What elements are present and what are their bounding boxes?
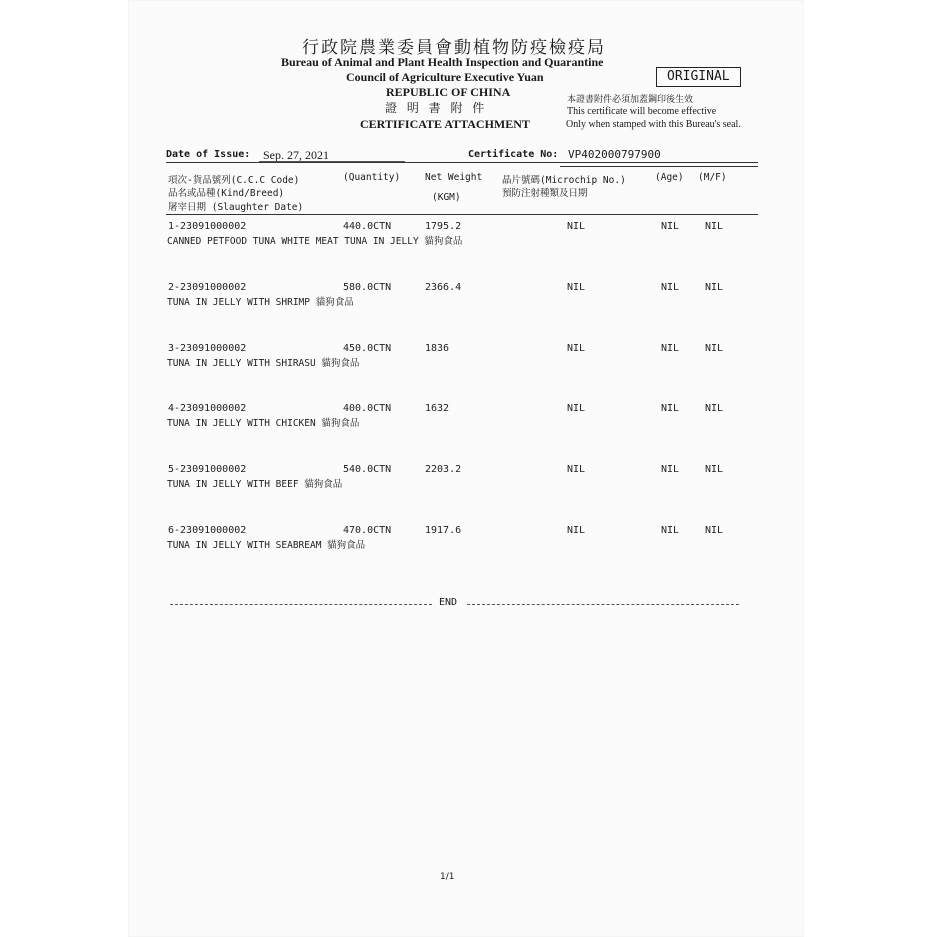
item-code: 3-23091000002 (168, 343, 247, 354)
certificate-no-value: VP402000797900 (568, 148, 661, 161)
date-of-issue-label: Date of Issue: (166, 149, 251, 160)
item-mf: NIL (705, 464, 724, 475)
item-description: TUNA IN JELLY WITH SHIRASU 貓狗食品 (167, 358, 360, 369)
column-header-item-line2: 品名或品種(Kind/Breed) (168, 188, 285, 199)
item-age: NIL (661, 343, 680, 354)
header-rule-top (166, 162, 758, 163)
header-rule-bottom (166, 214, 758, 215)
item-mf: NIL (705, 525, 724, 536)
item-net-weight: 1632 (425, 403, 450, 414)
item-microchip: NIL (567, 403, 586, 414)
item-mf: NIL (705, 221, 724, 232)
end-dash-left (170, 604, 432, 605)
item-quantity: 540.0CTN (343, 464, 392, 475)
end-marker: END (439, 597, 458, 608)
item-quantity: 580.0CTN (343, 282, 392, 293)
item-description: CANNED PETFOOD TUNA WHITE MEAT TUNA IN JELLY 貓狗食品 (167, 236, 463, 247)
item-age: NIL (661, 464, 680, 475)
item-description: TUNA IN JELLY WITH CHICKEN 貓狗食品 (167, 418, 360, 429)
item-description: TUNA IN JELLY WITH SEABREAM 貓狗食品 (167, 540, 366, 551)
column-header-microchip: 晶片號碼(Microchip No.) (502, 175, 626, 186)
effective-note-en-2: Only when stamped with this Bureau's seal. (566, 119, 741, 130)
item-code: 2-23091000002 (168, 282, 247, 293)
item-net-weight: 2203.2 (425, 464, 462, 475)
end-dash-right (467, 604, 739, 605)
item-net-weight: 1795.2 (425, 221, 462, 232)
item-code: 6-23091000002 (168, 525, 247, 536)
item-net-weight: 2366.4 (425, 282, 462, 293)
item-quantity: 450.0CTN (343, 343, 392, 354)
item-microchip: NIL (567, 221, 586, 232)
original-stamp-box: ORIGINAL (656, 67, 741, 87)
item-code: 1-23091000002 (168, 221, 247, 232)
date-of-issue-value: Sep. 27, 2021 (263, 148, 329, 162)
item-quantity: 400.0CTN (343, 403, 392, 414)
column-header-net-weight: Net Weight (425, 172, 483, 183)
item-net-weight: 1917.6 (425, 525, 462, 536)
item-code: 4-23091000002 (168, 403, 247, 414)
agency-title-en: Bureau of Animal and Plant Health Inspection and Quarantine (281, 55, 604, 69)
item-quantity: 440.0CTN (343, 221, 392, 232)
item-age: NIL (661, 525, 680, 536)
item-age: NIL (661, 403, 680, 414)
certificate-no-label: Certificate No: (468, 149, 559, 160)
effective-note-zh: 本證書附件必須加蓋鋼印後生效 (567, 95, 694, 105)
header-rule-top-2 (560, 166, 758, 167)
agency-title-zh: 行政院農業委員會動植物防疫檢疫局 (302, 38, 606, 58)
item-net-weight: 1836 (425, 343, 450, 354)
column-header-item-line3: 屠宰日期 (Slaughter Date) (168, 202, 304, 213)
item-microchip: NIL (567, 464, 586, 475)
effective-note-en-1: This certificate will become effective (567, 106, 717, 117)
item-microchip: NIL (567, 343, 586, 354)
page-number: 1/1 (440, 872, 455, 882)
item-microchip: NIL (567, 282, 586, 293)
item-mf: NIL (705, 343, 724, 354)
column-header-mf: (M/F) (698, 172, 727, 183)
country-title: REPUBLIC OF CHINA (386, 85, 511, 99)
document-title-en: CERTIFICATE ATTACHMENT (360, 117, 530, 131)
item-code: 5-23091000002 (168, 464, 247, 475)
item-age: NIL (661, 282, 680, 293)
column-header-net-weight-unit: (KGM) (432, 192, 461, 203)
item-description: TUNA IN JELLY WITH BEEF 貓狗食品 (167, 479, 343, 490)
item-age: NIL (661, 221, 680, 232)
column-header-quantity: (Quantity) (343, 172, 401, 183)
item-mf: NIL (705, 282, 724, 293)
document-title-zh: 證 明 書 附 件 (385, 101, 488, 115)
column-header-age: (Age) (655, 172, 684, 183)
item-description: TUNA IN JELLY WITH SHRIMP 貓狗食品 (167, 297, 354, 308)
council-title: Council of Agriculture Executive Yuan (346, 70, 544, 84)
item-quantity: 470.0CTN (343, 525, 392, 536)
column-header-vaccination: 預防注射種類及日期 (502, 188, 588, 199)
column-header-item-line1: 項次-貨品號列(C.C.C Code) (168, 175, 300, 186)
item-microchip: NIL (567, 525, 586, 536)
item-mf: NIL (705, 403, 724, 414)
